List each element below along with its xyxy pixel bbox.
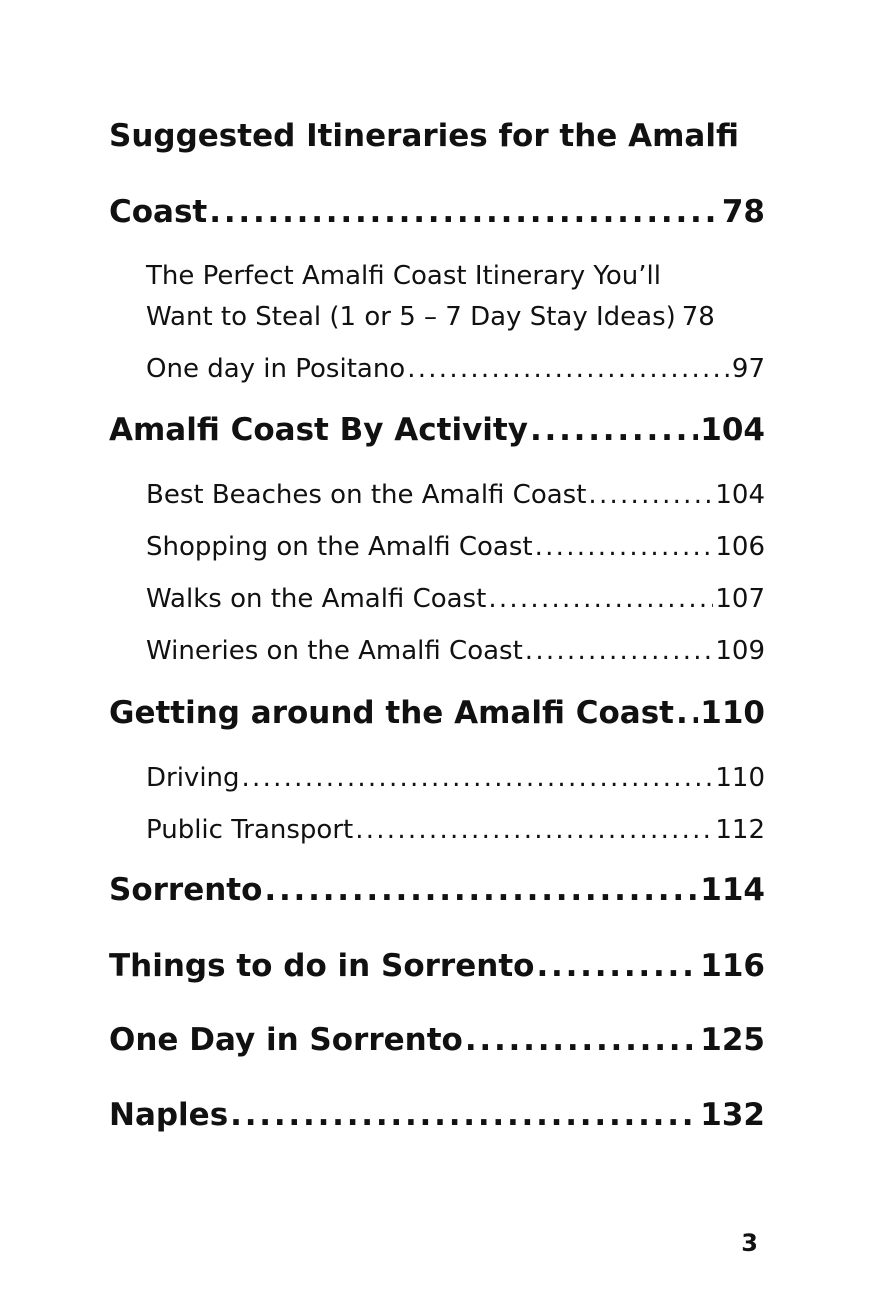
toc-entry-things-to-do-sorrento[interactable] [109, 946, 765, 986]
toc-entry-title: One day in Positano [146, 354, 406, 384]
page-number: 3 [741, 1229, 758, 1257]
toc-entry-title-line: Suggested Itineraries for the Amalfi [109, 118, 739, 154]
dot-leader [264, 870, 698, 910]
toc-entry-page: 104 [715, 480, 765, 510]
toc-entry-page: 110 [700, 695, 765, 731]
dot-leader [530, 410, 698, 450]
dot-leader [535, 530, 714, 564]
dot-leader [536, 946, 698, 986]
toc-entry-suggested-itineraries[interactable] [109, 192, 765, 232]
toc-entry-page: 132 [700, 1097, 765, 1133]
toc-entry-title-line: The Perfect Amalfi Coast Itinerary You’ll [146, 261, 661, 291]
toc-entry-page: 125 [700, 1022, 765, 1058]
toc-entry-page: 112 [715, 815, 765, 845]
toc-entry-public-transport[interactable] [146, 813, 765, 847]
toc-entry-title: Coast [109, 194, 208, 230]
toc-entry-wineries[interactable] [146, 634, 765, 668]
toc-entry-page: 110 [715, 763, 765, 793]
toc-entry-getting-around[interactable] [109, 693, 765, 733]
toc-entry-driving[interactable] [146, 761, 765, 795]
dot-leader [407, 352, 730, 386]
toc-entry-one-day-sorrento[interactable] [109, 1020, 765, 1060]
toc-entry-title: Best Beaches on the Amalfi Coast [146, 480, 587, 510]
dot-leader [488, 582, 713, 616]
dot-leader [209, 192, 720, 232]
dot-leader [588, 478, 713, 512]
toc-entry-title: Things to do in Sorrento [109, 948, 535, 984]
toc-entry-title: Amalfi Coast By Activity [109, 412, 528, 448]
dot-leader [465, 1020, 698, 1060]
toc-entry-title: Shopping on the Amalfi Coast [146, 532, 533, 562]
toc-entry-page: 109 [715, 636, 765, 666]
toc-entry-title: Wineries on the Amalfi Coast [146, 636, 523, 666]
dot-leader [676, 693, 698, 733]
toc-entry-page: 106 [715, 532, 765, 562]
toc-entry-title: One Day in Sorrento [109, 1022, 463, 1058]
toc-entry-title: Driving [146, 763, 240, 793]
dot-leader [355, 813, 713, 847]
toc-entry-title: Want to Steal (1 or 5 – 7 Day Stay Ideas) [146, 302, 676, 332]
toc-entry-perfect-itinerary[interactable] [146, 300, 765, 334]
toc-entry-naples[interactable] [109, 1095, 765, 1135]
toc-entry-title: Public Transport [146, 815, 354, 845]
toc-entry-page: 116 [700, 948, 765, 984]
dot-leader [525, 634, 714, 668]
toc-entry-page: 104 [700, 412, 765, 448]
toc-entry-page: 107 [715, 584, 765, 614]
toc-entry-shopping[interactable] [146, 530, 765, 564]
toc-entry-page: 114 [700, 872, 765, 908]
toc-entry-one-day-positano[interactable] [146, 352, 765, 386]
toc-entry-sorrento[interactable] [109, 870, 765, 910]
toc-entry-page: 97 [731, 354, 765, 384]
toc-entry-page: 78 [721, 194, 765, 230]
toc-entry-title: Walks on the Amalfi Coast [146, 584, 487, 614]
toc-entry-page: 78 [681, 302, 715, 332]
toc-entry-title: Getting around the Amalfi Coast [109, 695, 674, 731]
toc-entry-by-activity[interactable] [109, 410, 765, 450]
toc-entry-title: Sorrento [109, 872, 263, 908]
dot-leader [242, 761, 714, 795]
toc-entry-walks[interactable] [146, 582, 765, 616]
toc-entry-best-beaches[interactable] [146, 478, 765, 512]
toc-entry-title: Naples [109, 1097, 229, 1133]
dot-leader [230, 1095, 698, 1135]
